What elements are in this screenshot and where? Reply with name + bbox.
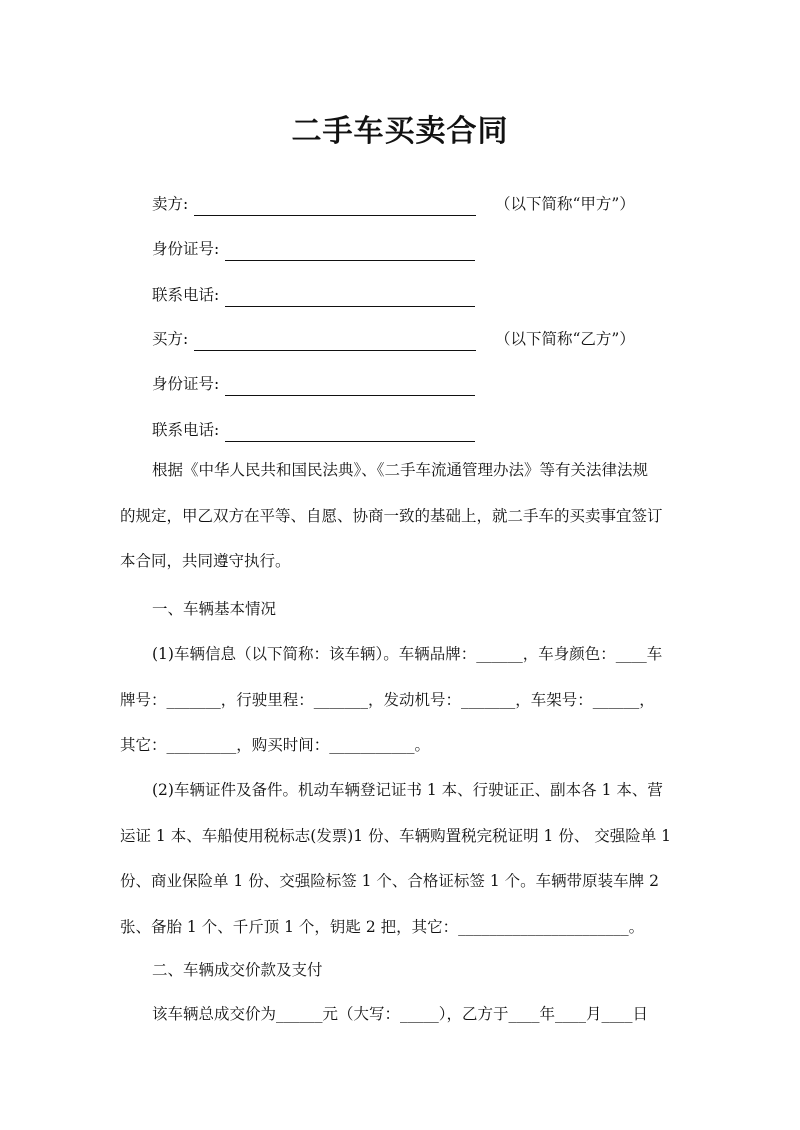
buyer-phone-label: 联系电话: [152, 421, 220, 439]
buyer-id-blank-line [225, 375, 475, 396]
item1-line: 牌号：_______，行驶里程：_______，发动机号：_______，车架号：______， [120, 690, 655, 709]
section1-item1-paragraph [120, 632, 680, 769]
item2-line: 份、商业保险单 1 份、交强险标签 1 个、合格证标签 1 个。车辆带原装车牌 2 [120, 872, 659, 890]
price-line: 该车辆总成交价为______元（大写：_____），乙方于____年____月____日 [152, 1005, 649, 1023]
section1-heading: 一、车辆基本情况 [152, 600, 277, 618]
buyer-id-field [152, 372, 475, 396]
seller-phone-field [152, 283, 475, 307]
seller-blank-line [194, 195, 476, 216]
buyer-alias-note: （以下简称“乙方”） [495, 330, 635, 348]
buyer-phone-field [152, 418, 475, 442]
seller-id-label: 身份证号: [152, 240, 220, 258]
intro-paragraph [120, 448, 680, 585]
seller-phone-label: 联系电话: [152, 286, 220, 304]
seller-label: 卖方: [152, 195, 189, 213]
item2-line: 张、备胎 1 个、千斤顶 1 个，钥匙 2 把，其它：______________________。 [120, 917, 645, 936]
intro-line: 本合同，共同遵守执行。 [120, 552, 291, 570]
item2-line: 运证 1 本、车船使用税标志(发票)1 份、车辆购置税完税证明 1 份、 交强险单 1 [120, 826, 672, 845]
seller-field [152, 192, 635, 216]
buyer-blank-line [194, 330, 476, 351]
section2-paragraph [120, 992, 680, 1038]
document-title: 二手车买卖合同 [291, 114, 509, 149]
seller-alias-note: （以下简称“甲方”） [495, 195, 635, 213]
section2-heading: 二、车辆成交价款及支付 [152, 961, 323, 979]
item1-line: (1)车辆信息（以下简称：该车辆）。车辆品牌：______，车身颜色：____车 [152, 645, 663, 663]
section1-item2-paragraph [120, 768, 680, 950]
buyer-phone-blank-line [225, 421, 475, 442]
buyer-id-label: 身份证号: [152, 375, 220, 393]
seller-id-blank-line [225, 240, 475, 261]
buyer-field [152, 327, 635, 351]
intro-line: 的规定，甲乙双方在平等、自愿、协商一致的基础上，就二手车的买卖事宜签订 [120, 506, 663, 525]
item2-line: (2)车辆证件及备件。机动车辆登记证书 1 本、行驶证正、副本各 1 本、营 [152, 781, 663, 799]
seller-id-field [152, 237, 475, 261]
item1-line: 其它：_________，购买时间：___________。 [120, 736, 431, 754]
buyer-label: 买方: [152, 330, 189, 348]
intro-line: 根据《中华人民共和国民法典》、《二手车流通管理办法》等有关法律法规 [152, 461, 649, 479]
seller-phone-blank-line [225, 286, 475, 307]
